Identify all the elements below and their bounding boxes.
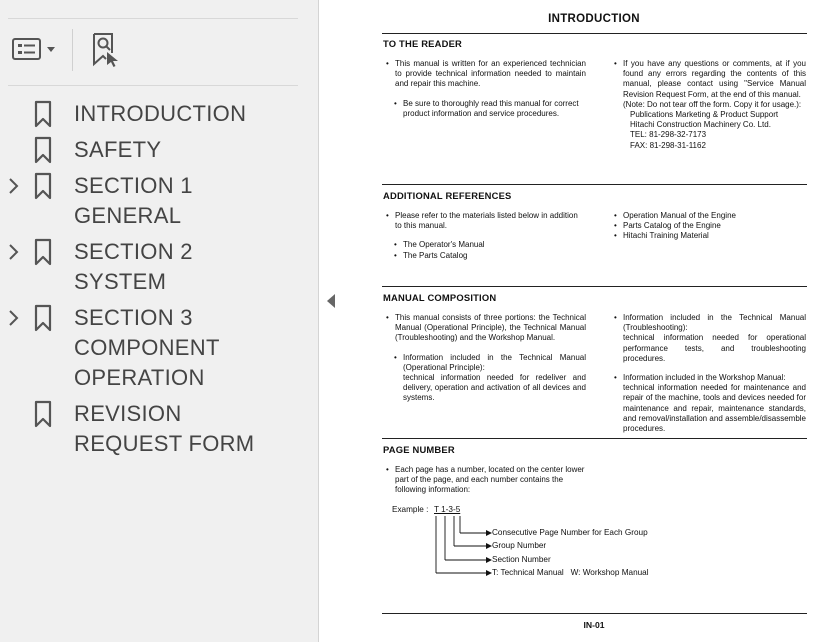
references-paragraph: • Please refer to the materials listed below in addition to this manual. bbox=[386, 211, 586, 231]
composition-item-title: • Information included in the Workshop Manual: bbox=[623, 373, 786, 383]
diagram-label: Consecutive Page Number for Each Group bbox=[492, 528, 648, 537]
bookmark-label: INTRODUCTION bbox=[74, 101, 247, 126]
bookmark-label: SAFETY bbox=[74, 137, 162, 162]
example-label: Example : bbox=[392, 505, 429, 514]
options-menu-button[interactable] bbox=[8, 31, 60, 71]
reader-paragraph: • This manual is written for an experienced technician to provide technical information needed to maintain and repair this machine. bbox=[386, 59, 586, 90]
section-heading: TO THE READER bbox=[383, 38, 462, 49]
bookmark-safety[interactable] bbox=[0, 132, 318, 168]
bookmark-icon bbox=[34, 172, 52, 200]
page-number-paragraph: • Each page has a number, located on the center lower part of the page, and each number contains the following information: bbox=[386, 465, 586, 496]
reader-paragraph: • If you have any questions or comments, at if you found any errors regarding the contents of this manual, please contact using "Service Manual Revision Request Form, at the end of this manual. bbox=[614, 59, 806, 100]
reference-item: • Hitachi Training Material bbox=[614, 231, 806, 241]
reader-paragraph: • Be sure to thoroughly read this manual for correct product information and service procedures. bbox=[394, 99, 586, 119]
document-page bbox=[344, 0, 832, 642]
bookmarks-panel bbox=[0, 0, 319, 642]
composition-item-title: • Information included in the Technical Manual (Operational Principle): bbox=[403, 352, 586, 372]
expand-chevron-right-icon[interactable] bbox=[0, 305, 26, 331]
bookmark-label: SECTION 3 COMPONENT OPERATION bbox=[74, 305, 220, 390]
reference-item: • The Operator's Manual bbox=[394, 240, 586, 250]
bookmark-icon bbox=[34, 304, 52, 332]
bookmark-icon bbox=[34, 136, 52, 164]
bookmark-label: SECTION 1 GENERAL bbox=[74, 173, 193, 228]
page-number-diagram bbox=[344, 0, 832, 642]
expand-placeholder bbox=[0, 401, 26, 427]
bookmark-icon bbox=[34, 400, 52, 428]
reader-note: (Note: Do not tear off the form. Copy it for usage.): bbox=[623, 99, 802, 109]
expand-placeholder bbox=[0, 101, 26, 127]
collapse-panel-button[interactable] bbox=[322, 292, 340, 314]
diagram-label: Group Number bbox=[492, 541, 547, 550]
contact-line: Hitachi Construction Machinery Co. Ltd. bbox=[630, 120, 771, 130]
bookmark-revision-request-form[interactable] bbox=[0, 396, 318, 462]
example-code: T 1-3-5 bbox=[434, 505, 461, 514]
bookmark-icon bbox=[34, 238, 52, 266]
bookmark-introduction[interactable] bbox=[0, 96, 318, 132]
composition-item-text: technical information needed for maintenance and repair of the machine, tools and devices needed for maintenance and repair, maintenance standards, and removal/installation and assemble/disassemble procedures. bbox=[623, 383, 806, 434]
composition-paragraph: • This manual consists of three portions: the Technical Manual (Operational Principle), the Technical Manual (Troubleshooting) and the Workshop Manual. bbox=[386, 313, 586, 344]
bookmark-section-3-component-operation[interactable] bbox=[0, 300, 318, 396]
bookmark-label: REVISION REQUEST FORM bbox=[74, 401, 255, 456]
bookmark-section-1-general[interactable] bbox=[0, 168, 318, 234]
reference-item: • Parts Catalog of the Engine bbox=[614, 221, 806, 231]
bookmark-icon bbox=[34, 100, 52, 128]
toolbar-divider bbox=[72, 29, 73, 71]
footer-divider bbox=[382, 613, 807, 614]
find-bookmark-icon bbox=[87, 31, 121, 72]
page-footer-number: IN-01 bbox=[583, 620, 605, 630]
bookmarks-toolbar bbox=[8, 18, 298, 86]
bookmark-label: SECTION 2 SYSTEM bbox=[74, 239, 193, 294]
find-current-bookmark-button[interactable] bbox=[82, 31, 126, 71]
collapse-panel-icon bbox=[325, 292, 337, 315]
composition-item-text: technical information needed for redeliver and delivery, operation and activation of all devices and systems. bbox=[403, 373, 586, 403]
reference-item: • Operation Manual of the Engine bbox=[614, 211, 806, 221]
bookmark-list bbox=[0, 96, 318, 462]
section-heading: ADDITIONAL REFERENCES bbox=[383, 190, 512, 201]
contact-line: Publications Marketing & Product Support bbox=[630, 110, 779, 120]
page-title: INTRODUCTION bbox=[548, 13, 640, 25]
contact-line: FAX: 81-298-31-1162 bbox=[630, 140, 706, 150]
expand-placeholder bbox=[0, 137, 26, 163]
bookmark-section-2-system[interactable] bbox=[0, 234, 318, 300]
diagram-label: T: Technical Manual W: Workshop Manual bbox=[492, 568, 649, 577]
section-heading: PAGE NUMBER bbox=[383, 444, 455, 455]
expand-chevron-right-icon[interactable] bbox=[0, 173, 26, 199]
list-options-icon bbox=[11, 37, 57, 66]
composition-item-text: technical information needed for operational performance tests, and troubleshooting procedures. bbox=[623, 333, 806, 363]
diagram-label: Section Number bbox=[492, 555, 551, 564]
composition-item-title: • Information included in the Technical Manual (Troubleshooting): bbox=[623, 313, 806, 333]
contact-line: TEL: 81-298-32-7173 bbox=[630, 130, 707, 140]
section-heading: MANUAL COMPOSITION bbox=[383, 292, 497, 303]
reference-item: • The Parts Catalog bbox=[394, 251, 586, 261]
expand-chevron-right-icon[interactable] bbox=[0, 239, 26, 265]
